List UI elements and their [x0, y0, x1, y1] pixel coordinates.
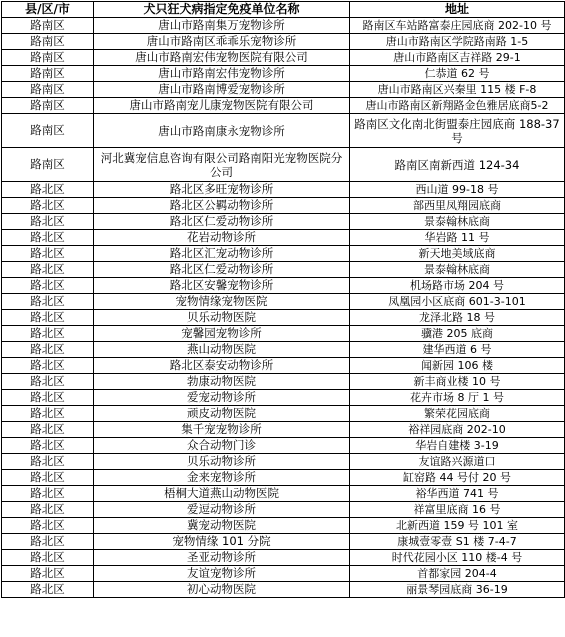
cell-clinic-name: 圣亚动物诊所 [94, 550, 350, 566]
cell-address: 华岩路 11 号 [350, 230, 565, 246]
cell-district: 路北区 [2, 358, 94, 374]
cell-district: 路南区 [2, 50, 94, 66]
table-row [2, 358, 565, 374]
cell-district: 路北区 [2, 278, 94, 294]
cell-address: 繁荣花园底商 [350, 406, 565, 422]
cell-address: 路南区南新西道 124-34 [350, 148, 565, 182]
header-address: 地址 [350, 2, 565, 18]
cell-clinic-name: 路北区仁爱动物诊所 [94, 262, 350, 278]
table-row [2, 406, 565, 422]
cell-address: 西山道 99-18 号 [350, 182, 565, 198]
cell-clinic-name: 路北区多旺宠物诊所 [94, 182, 350, 198]
header-district: 县/区/市 [2, 2, 94, 18]
cell-district: 路南区 [2, 114, 94, 148]
cell-clinic-name: 众合动物门诊 [94, 438, 350, 454]
cell-address: 新丰商业楼 10 号 [350, 374, 565, 390]
cell-address: 龙泽北路 18 号 [350, 310, 565, 326]
cell-district: 路南区 [2, 82, 94, 98]
table-row [2, 326, 565, 342]
cell-clinic-name: 梧桐大道燕山动物医院 [94, 486, 350, 502]
table-row [2, 66, 565, 82]
cell-clinic-name: 河北冀宠信息咨询有限公司路南阳光宠物医院分公司 [94, 148, 350, 182]
cell-address: 华岩自建楼 3-19 [350, 438, 565, 454]
cell-district: 路北区 [2, 534, 94, 550]
cell-clinic-name: 初心动物医院 [94, 582, 350, 598]
cell-clinic-name: 勃康动物医院 [94, 374, 350, 390]
cell-district: 路北区 [2, 294, 94, 310]
cell-address: 唐山市路南区新翔路金色雅居底商5-2 [350, 98, 565, 114]
cell-address: 首都家园 204-4 [350, 566, 565, 582]
cell-address: 祥富里底商 16 号 [350, 502, 565, 518]
table-row [2, 82, 565, 98]
cell-clinic-name: 爱逗动物诊所 [94, 502, 350, 518]
table-row [2, 390, 565, 406]
cell-district: 路北区 [2, 566, 94, 582]
table-row [2, 50, 565, 66]
table-row [2, 230, 565, 246]
cell-address: 友谊路兴源道口 [350, 454, 565, 470]
cell-clinic-name: 唐山市路南区乖乖乐宠物诊所 [94, 34, 350, 50]
cell-clinic-name: 唐山市路南宏伟宠物诊所 [94, 66, 350, 82]
header-row [2, 2, 565, 18]
cell-district: 路北区 [2, 246, 94, 262]
table-row [2, 246, 565, 262]
cell-clinic-name: 路北区汇宠动物诊所 [94, 246, 350, 262]
cell-district: 路南区 [2, 66, 94, 82]
cell-district: 路北区 [2, 422, 94, 438]
cell-clinic-name: 集千宠宠物诊所 [94, 422, 350, 438]
table-row [2, 470, 565, 486]
cell-clinic-name: 燕山动物医院 [94, 342, 350, 358]
cell-district: 路北区 [2, 198, 94, 214]
cell-address: 新天地美域底商 [350, 246, 565, 262]
cell-district: 路北区 [2, 582, 94, 598]
cell-address: 机场路市场 204 号 [350, 278, 565, 294]
table-row [2, 374, 565, 390]
cell-address: 唐山市路南区吉祥路 29-1 [350, 50, 565, 66]
cell-clinic-name: 贝乐动物诊所 [94, 454, 350, 470]
cell-address: 景泰翰林底商 [350, 214, 565, 230]
table-row [2, 534, 565, 550]
cell-address: 唐山市路南区学院路南路 1-5 [350, 34, 565, 50]
cell-district: 路北区 [2, 214, 94, 230]
table-row [2, 294, 565, 310]
table-row [2, 486, 565, 502]
cell-address: 北新西道 159 号 101 室 [350, 518, 565, 534]
cell-district: 路北区 [2, 406, 94, 422]
cell-district: 路北区 [2, 486, 94, 502]
cell-address: 景泰翰林底商 [350, 262, 565, 278]
table-row [2, 518, 565, 534]
cell-district: 路南区 [2, 98, 94, 114]
cell-address: 路南区文化南北街盟泰庄园底商 188-37 号 [350, 114, 565, 148]
cell-address: 裕祥园底商 202-10 [350, 422, 565, 438]
cell-address: 路南区车站路富泰庄园底商 202-10 号 [350, 18, 565, 34]
cell-address: 闻新园 106 楼 [350, 358, 565, 374]
cell-clinic-name: 爱宠动物诊所 [94, 390, 350, 406]
cell-district: 路北区 [2, 438, 94, 454]
clinic-table [1, 1, 565, 598]
cell-district: 路北区 [2, 310, 94, 326]
cell-district: 路北区 [2, 502, 94, 518]
table-row [2, 438, 565, 454]
cell-district: 路北区 [2, 518, 94, 534]
cell-district: 路北区 [2, 326, 94, 342]
cell-district: 路北区 [2, 374, 94, 390]
cell-clinic-name: 唐山市路南宠儿康宠物医院有限公司 [94, 98, 350, 114]
cell-clinic-name: 路北区安馨宠物诊所 [94, 278, 350, 294]
table-row [2, 550, 565, 566]
cell-clinic-name: 花岩动物诊所 [94, 230, 350, 246]
cell-clinic-name: 金来宠物诊所 [94, 470, 350, 486]
table-row [2, 18, 565, 34]
cell-clinic-name: 友谊宠物诊所 [94, 566, 350, 582]
cell-district: 路南区 [2, 18, 94, 34]
table-row [2, 34, 565, 50]
table-row [2, 422, 565, 438]
cell-address: 时代花园小区 110 楼-4 号 [350, 550, 565, 566]
cell-address: 建华西道 6 号 [350, 342, 565, 358]
cell-clinic-name: 路北区公羁动物诊所 [94, 198, 350, 214]
cell-district: 路北区 [2, 550, 94, 566]
cell-district: 路北区 [2, 390, 94, 406]
table-row [2, 262, 565, 278]
table-row [2, 566, 565, 582]
cell-clinic-name: 唐山市路南集万宠物诊所 [94, 18, 350, 34]
cell-district: 路南区 [2, 34, 94, 50]
cell-district: 路南区 [2, 148, 94, 182]
table-row [2, 98, 565, 114]
cell-clinic-name: 路北区仁爱动物诊所 [94, 214, 350, 230]
cell-clinic-name: 宠馨园宠物诊所 [94, 326, 350, 342]
cell-clinic-name: 冀宠动物医院 [94, 518, 350, 534]
cell-address: 缸窑路 44 号付 20 号 [350, 470, 565, 486]
cell-district: 路北区 [2, 454, 94, 470]
cell-address: 骥港 205 底商 [350, 326, 565, 342]
cell-clinic-name: 唐山市路南康永宠物诊所 [94, 114, 350, 148]
table-row [2, 582, 565, 598]
table-row [2, 454, 565, 470]
table-row [2, 148, 565, 182]
table-row [2, 182, 565, 198]
cell-clinic-name: 唐山市路南博爱宠物诊所 [94, 82, 350, 98]
cell-clinic-name: 路北区泰安动物诊所 [94, 358, 350, 374]
table-row [2, 198, 565, 214]
cell-address: 部西里凤翔园底商 [350, 198, 565, 214]
cell-clinic-name: 唐山市路南宏伟宠物医院有限公司 [94, 50, 350, 66]
cell-address: 花卉市场 8 厅 1 号 [350, 390, 565, 406]
cell-address: 裕华西道 741 号 [350, 486, 565, 502]
cell-district: 路北区 [2, 182, 94, 198]
cell-district: 路北区 [2, 470, 94, 486]
cell-address: 仁恭道 62 号 [350, 66, 565, 82]
cell-clinic-name: 宠物情缘宠物医院 [94, 294, 350, 310]
table-row [2, 310, 565, 326]
cell-district: 路北区 [2, 262, 94, 278]
cell-address: 凤凰园小区底商 601-3-101 [350, 294, 565, 310]
table-row [2, 502, 565, 518]
table-row [2, 214, 565, 230]
header-clinic-name: 犬只狂犬病指定免疫单位名称 [94, 2, 350, 18]
cell-clinic-name: 顽皮动物医院 [94, 406, 350, 422]
cell-address: 唐山市路南区兴秦里 115 楼 F-8 [350, 82, 565, 98]
cell-clinic-name: 贝乐动物医院 [94, 310, 350, 326]
cell-address: 康城壹零壹 S1 楼 7-4-7 [350, 534, 565, 550]
cell-clinic-name: 宠物情缘 101 分院 [94, 534, 350, 550]
table-row [2, 278, 565, 294]
cell-address: 丽景琴园底商 36-19 [350, 582, 565, 598]
table-row [2, 114, 565, 148]
table-row [2, 342, 565, 358]
cell-district: 路北区 [2, 230, 94, 246]
cell-district: 路北区 [2, 342, 94, 358]
